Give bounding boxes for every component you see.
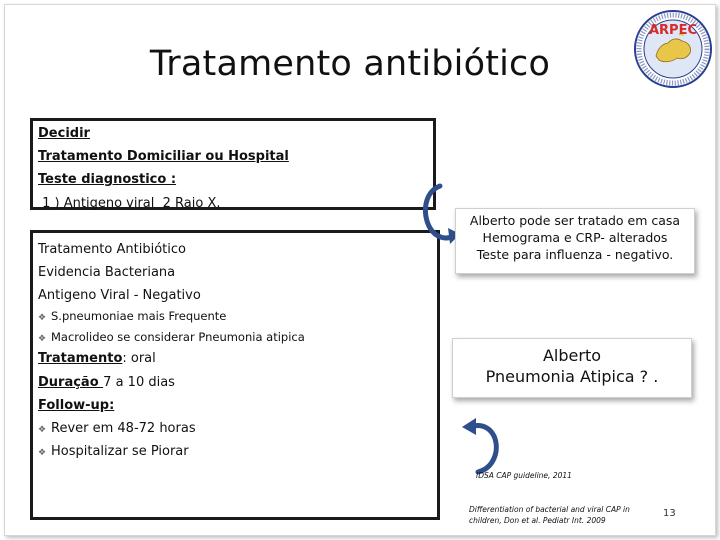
callout-alberto-atypical (452, 338, 692, 398)
followup-item: ❖ Hospitalizar se Piorar (38, 444, 189, 459)
tratamento-line (38, 351, 156, 366)
callout-line: Teste para influenza - negativo. (476, 247, 674, 262)
duracao-line (38, 375, 175, 390)
callout-line: Pneumonia Atipica ? . (485, 367, 659, 386)
arpec-logo (632, 8, 714, 90)
diagnostic-test-options: 1 ) Antigeno viral 2 Raio X. (38, 196, 221, 211)
bullet-icon: ❖ (38, 425, 47, 435)
bullet-icon: ❖ (38, 448, 47, 458)
paper-reference-line2: children, Don et al. Pediatr Int. 2009 (469, 516, 606, 525)
slide-title: Tratamento antibiótico (149, 44, 551, 84)
callout-alberto-home (455, 208, 695, 274)
antibiotic-treatment-heading: Tratamento Antibiótico (38, 242, 186, 257)
curved-arrow-icon (454, 412, 506, 478)
tratamento-value: : oral (122, 351, 156, 366)
callout-line: Hemograma e CRP- alterados (482, 230, 668, 245)
diagnostic-test-label: Teste diagnostico : (38, 172, 177, 187)
duracao-value: 7 a 10 dias (103, 375, 175, 390)
idsa-reference: IDSA CAP guideline, 2011 (476, 471, 572, 480)
followup-label: Follow-up: (38, 398, 115, 413)
logo-text: ARPEC (648, 23, 698, 38)
page-number: 13 (663, 508, 676, 519)
paper-reference-line1: Differentiation of bacterial and viral CAP in (469, 505, 630, 514)
decidir-label: Decidir (38, 126, 90, 141)
callout-line: Alberto (542, 346, 602, 365)
bullet-item: ❖ S.pneumoniae mais Frequente (38, 309, 227, 323)
callout-line: Alberto pode ser tratado em casa (469, 213, 681, 228)
treatment-location-label: Tratamento Domiciliar ou Hospital (38, 149, 289, 164)
tratamento-label: Tratamento (38, 351, 123, 366)
viral-antigen-text: Antigeno Viral - Negativo (38, 288, 201, 303)
bullet-item: ❖ Macrolideo se considerar Pneumonia atipica (38, 330, 305, 344)
bullet-icon: ❖ (38, 313, 47, 323)
followup-item: ❖ Rever em 48-72 horas (38, 421, 196, 436)
duracao-label: Duração (38, 375, 104, 390)
bacterial-evidence-text: Evidencia Bacteriana (38, 265, 176, 280)
bullet-icon: ❖ (38, 334, 47, 344)
